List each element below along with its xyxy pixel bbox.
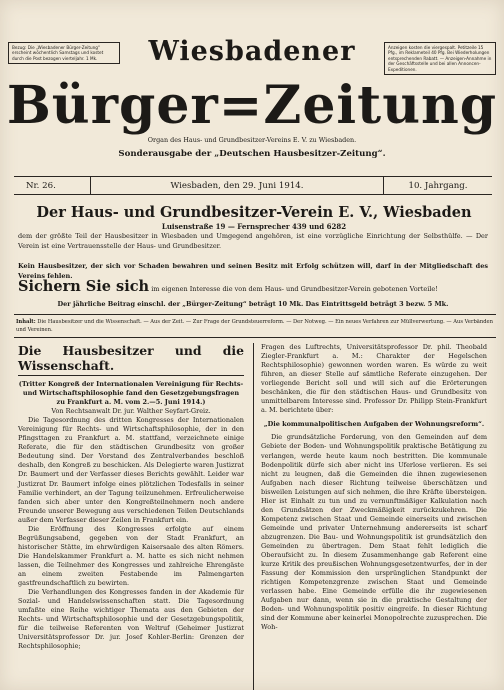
article-subtitle: (Tritter Kongreß der Internationalen Vereinigung für Rechts- und Wirtschaftsphilosophie fand den Gesetzgebungsfragen zu Frankfurt a. M. vom 2.—5. Juni 1914.): [18, 380, 244, 407]
contents-label: Inhalt:: [16, 319, 36, 325]
advertising-info-box: Anzeigen kosten die viergespalt. Petitzeile 15 Pfg., im Reklameteil 40 Pfg. Bei Wiederholungen entsprechenden Rabatt. — Anzeigen-Annahme in der Geschäftsstelle und bei allen Annoncen-Expeditionen.: [384, 42, 496, 75]
article-paragraph: Die Eröffnung des Kongresses erfolgte auf einem Begrüßungsabend, gegeben von der Stadt Frankfurt, an historischer Stätte, im ehrwürdigen Kaisersaale des alten Römers. Die Handelskammer Frankfurt a. M. hatte es sich nicht nehmen lassen, die Teilnehmer des Kongresses und zahlreiche Ehrengäste an einem zweiten Festabende im Palmengarten gastfreundschaftlich zu bewirten.: [18, 524, 244, 588]
sichern-rest-text: im eigenen Interesse die von dem Haus- und Grundbesitzer-Verein gebotenen Vorteile!: [151, 285, 438, 293]
article-paragraph: Die grundsätzliche Forderung, von den Gemeinden auf dem Gebiete der Boden- und Wohnungspolitik praktische Betätigung zu verlangen, werde heute kaum noch bestritten. Die kommunale Bodenpolitik dürfe sich aber nicht ins Uferlose verlieren. Es sei nicht zu leugnen, daß die Gemeinden die ihnen zugewiesenen Aufgaben nach dieser Richtung teilweise überschätzen und bisweilen Leistungen auf sich nehmen, die ihre Kräfte übersteigen. Hier ist Einhalt zu tun und zu vernunftmäßiger Kalkulation nach den Grundsätzen der Zweckmäßigkeit zurückzukehren. Die Kompetenz zwischen Staat und Gemeinde einerseits und zwischen Gemeinde und privater Unternehmung andererseits ist scharf abzugrenzen. Die Bau- und Wohnungspolitik ist grundsätzlich den Gemeinden zu übertragen. Dem Staat fehlt lediglich die Oberaufsicht zu. In diesem Zusammenhange gab Referent eine kurze Kritik des preußischen Wohnungsgesetzentwurfes, der in der Fassung der Kommission den ursprünglichen Standpunkt der richtigen Kompetenzgrenze zwischen Staat und Gemeinde verlassen habe. Eine Gemeinde erfülle die ihr zugewiesenen Aufgaben nur dann, wenn sie in die praktische Gestaltung der Boden- und Wohnungspolitik positiv eingreife. In dieser Richtung sind der Kommune aber keinerlei Monopolrechte zuzusprechen. Die Woh-: [261, 433, 487, 632]
contents-text: Die Hausbesitzer und die Wissenschaft. — Aus der Zeit. — Zur Frage der Grundsteuerreform. — Der Notweg. — Ein neues Verfahren zur Müllverwertung. — Aus Verbänden und Vereinen.: [16, 319, 493, 333]
article-left-column: [18, 343, 244, 651]
masthead-title: Bürger=Zeitung: [6, 75, 498, 136]
association-heading: Der Haus- und Grundbesitzer-Verein E. V., Wiesbaden: [36, 204, 472, 221]
membership-fee: Der jährliche Beitrag einschl. der „Bürger-Zeitung“ beträgt 10 Mk. Das Eintrittsgeld beträgt 3 bezw. 5 Mk.: [57, 300, 449, 308]
dateline-bar: [14, 176, 492, 195]
section-heading: „Die kommunalpolitischen Aufgaben der Wohnungsreform“.: [263, 420, 485, 429]
article-paragraph: Fragen des Luftrechts, Universitätsprofessor Dr. phil. Theobald Ziegler-Frankfurt a. M.: Charakter der Hegelschen Rechtsphilosophie) gewonnen worden waren. Es würde zu weit führen, an dieser Stelle auf sämtliche Referate einzugehen. Der vorliegende Bericht soll und will sich auf die Erörterungen beschänken, die für den städtischen Haus- und Grundbesitz von unmittelbarem Interesse sind. Professor Dr. Philipp Stein-Frankfurt a. M. berichtete über:: [261, 343, 487, 415]
article-byline: Von Rechtsanwalt Dr. jur. Walther Seyfart-Greiz.: [51, 407, 211, 416]
organ-line: Organ des Haus- und Grundbesitzer-Vereins E. V. zu Wiesbaden.: [147, 136, 357, 144]
issue-date: Wiesbaden, den 29. Juni 1914.: [170, 180, 304, 191]
sichern-big-text: Sichern Sie sich: [18, 278, 150, 295]
association-warning: Kein Hausbesitzer, der sich vor Schaden bewahren und seinen Besitz mit Erfolg schützen will, darf in der Mitgliedschaft des Vereins fehlen.: [18, 262, 488, 280]
article-paragraph: Die Tagesordnung des dritten Kongresses der Internationalen Vereinigung für Rechts- und Wirtschaftsphilosophie, der in den Pfingsttagen zu Frankfurt a. M. stattfand, verzeichnete einige Referate, die für den städtischen Grundbesitz von großer Bedeutung sind. Der Vorstand des Zentralverbandes beschloß deshalb, den Kongreß zu beschicken. Als Delegierte waren Justizrat Dr. Baumert und der Verfasser dieses Berichts gewählt. Leider war Justizrat Dr. Baumert infolge eines plötzlichen Todesfalls in seiner Familie verhindert, an der Tagung teilzunehmen. Erfreulicherweise fanden sich aber unter den Kongreßteilnehmern noch andere Freunde unserer Bewegung aus verschiedenen Teilen Deutschlands außer dem Verfasser dieser Zeilen in Frankfurt ein.: [18, 416, 244, 524]
masthead-city: Wiesbadener: [148, 36, 356, 67]
special-edition-line: Sonderausgabe der „Deutschen Hausbesitzer-Zeitung“.: [118, 149, 386, 159]
article-paragraph: Die Verhandlungen des Kongresses fanden in der Akademie für Sozial- und Handelswissenschaften statt. Die Tagesordnung umfaßte eine Reihe wichtiger Themata aus den Gebieten der Rechts- und Wirtschaftsphilosophie und der Gesetzgebungspolitik, für die teilweise Referenten von Weltruf (Geheimer Justizrat Universitätsprofessor Dr. jur. Josef Kohler-Berlin: Grenzen der Rechtsphilosophie;: [18, 588, 244, 651]
table-of-contents: [14, 314, 496, 338]
subscription-info-box: Bezug: Die „Wiesbadener Bürger-Zeitung“ erscheint wöchentlich Samstags und kostet durch die Post bezogen vierteljahr. 1 Mk.: [8, 42, 120, 64]
volume-year: 10. Jahrgang.: [383, 177, 492, 194]
column-divider: [253, 343, 254, 690]
association-address: Luisenstraße 19 — Fernsprecher 439 und 6282: [161, 222, 347, 231]
sichern-line: [18, 278, 488, 295]
issue-number: Nr. 26.: [14, 177, 91, 194]
article-right-column: [261, 343, 487, 632]
association-intro: dem der größte Teil der Hausbesitzer in Wiesbaden und Umgegend angehören, ist eine vorzügliche Einrichtung der Selbsthülfe. — Der Verein ist eine Vertrauensstelle der Haus- und Grundbesitzer.: [18, 232, 488, 250]
article-title: Die Hausbesitzer und die Wissenschaft.: [18, 343, 244, 376]
